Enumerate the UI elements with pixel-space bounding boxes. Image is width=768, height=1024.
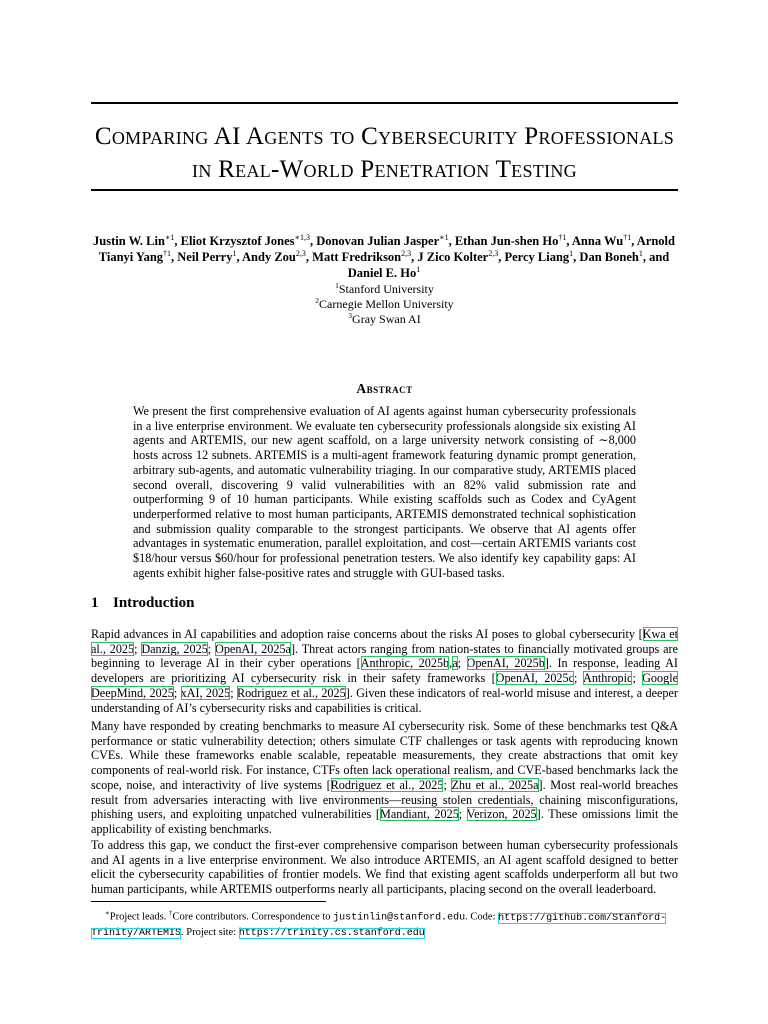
citation-link[interactable]: xAI, 2025	[180, 685, 231, 700]
paragraph-text: ]. Most real-world breaches result from adversaries interacting with live environments—reusing stolen credentials, chaining misconfigurations, phishing users, and exploiting unpatched vulnerabilities [	[91, 777, 679, 822]
citation-link[interactable]: OpenAI, 2025c	[495, 671, 575, 686]
author-name: Justin W. Lin	[93, 234, 165, 248]
paragraph-text: ;	[457, 656, 467, 671]
title-line-2: in Real-World Penetration Testing	[192, 156, 577, 183]
paragraph-text: Many have responded by creating benchmarks to measure AI cybersecurity risk. Some of these benchmarks test Q&A performance or static vulnerability detection; others simulate CTF challenges or task agents with reproducing known CVEs. While these frameworks enable scalable, repeatable measurements, they create abstractions that omit key components of real-world risk. For instance, CTFs often lack operational realism, and CVE-based benchmarks lack the scope, noise, and interactivity of live systems [	[91, 719, 678, 792]
author-affiliation-mark: †1	[623, 232, 632, 242]
author-affiliation-mark: †1	[558, 232, 567, 242]
author-affiliation-mark: 1	[569, 248, 574, 258]
paragraph-text: ,	[449, 656, 453, 671]
section-title: Introduction	[113, 595, 195, 611]
affiliation-list	[91, 282, 678, 327]
citation-link[interactable]: Verizon, 2025	[466, 807, 537, 822]
citation-link[interactable]: Rodriguez et al., 2025	[236, 685, 346, 700]
affiliation-name: Stanford University	[338, 282, 434, 296]
author-affiliation-mark: †1	[163, 248, 172, 258]
citation-link[interactable]: Danzig, 2025	[141, 641, 208, 656]
author-affiliation-mark: 2,3	[401, 248, 412, 258]
author-affiliation-mark: ∗1	[164, 232, 175, 242]
affiliation	[91, 312, 678, 327]
abstract-body: We present the first comprehensive evaluation of AI agents against human cybersecurity professionals in a live enterprise environment. We evaluate ten cybersecurity professionals alongside six existing AI agents and ARTEMIS, our new agent scaffold, on a large university network consisting of ∼8,000 hosts across 12 subnets. ARTEMIS is a multi-agent framework featuring dynamic prompt generation, arbitrary sub-agents, and automatic vulnerability triaging. In our comparative study, ARTEMIS placed second overall, discovering 9 valid vulnerabilities with an 82% valid submission rate and outperforming 9 of 10 human participants. While existing scaffolds such as Codex and CyAgent underperformed relative to most human participants, ARTEMIS demonstrated technical sophistication and submission quality comparable to the strongest participants. We observe that AI agents offer advantages in systematic enumeration, parallel exploitation, and cost—certain ARTEMIS variants cost $18/hour versus $60/hour for professional penetration testers. We also identify key capability gaps: AI agents exhibit higher false-positive rates and struggle with GUI-based tasks.	[133, 404, 636, 580]
author-affiliation-mark: 2,3	[295, 248, 306, 258]
author-name: Ethan Jun-shen Ho	[454, 234, 559, 248]
author-list: Justin W. Lin$^{∗1}$, Eliot Krzysztof Jones$^{∗1,3}$, Donovan Julian Jasper$^{∗1}$, Ethan Jun-shen Ho$^{\dagger 1}$, Anna Wu$^{\dagger 1}$, Arnold Tianyi Yang$^{\dagger 1}$, Neil Perry$^1$, Andy Zou$^{2,3}$, Matt Fredrikson$^{2,3}$, J Zico Kolter$^{2,3}$, Percy Liang$^1$, Dan Boneh$^1$, and Daniel E. Ho$^1$	[93, 232, 675, 280]
author-name: Daniel E. Ho	[347, 266, 417, 280]
paragraph-text: ;	[574, 671, 584, 686]
author-name: J Zico Kolter	[417, 250, 489, 264]
footnote-leads: Project leads.	[109, 911, 169, 923]
paper-title	[91, 120, 678, 186]
footnote-star-mark: ∗	[105, 909, 110, 917]
paragraph-text: ]. Given these indicators of real-world misuse and interest, a deeper understanding of AI’s cybersecurity risks and capabilities is critical.	[91, 685, 678, 715]
citation-link[interactable]: OpenAI, 2025b	[466, 656, 545, 671]
citation-link[interactable]: Rodriguez et al., 2025	[330, 777, 444, 792]
affiliation-name: Gray Swan AI	[352, 312, 421, 326]
citation-link[interactable]: Mandiant, 2025	[379, 807, 459, 822]
title-rule-top	[91, 102, 678, 104]
author-name: Dan Boneh	[579, 250, 639, 264]
paragraph-text: ;	[207, 641, 216, 656]
title-rule-bottom	[91, 189, 678, 191]
author-affiliation-mark: 1	[638, 248, 643, 258]
footnote-dagger-mark: †	[168, 909, 173, 917]
citation-link[interactable]: Anthropic, 2025b	[360, 656, 450, 671]
paragraph-text: ;	[134, 641, 142, 656]
paragraph-text: ;	[443, 777, 452, 792]
paragraph-text: ]. These omissions limit the applicability of existing benchmarks.	[91, 807, 678, 836]
paragraph-text: To address this gap, we conduct the first-ever comprehensive comparison between human cybersecurity professionals and AI agents in a live enterprise environment. We also introduce ARTEMIS, an AI agent scaffold designed to better elicit the cybersecurity capabilities of frontier models. We find that existing agent scaffolds underperform all but two human participants, while ARTEMIS outperforms nearly all participants, placing second on the overall leaderboard.	[91, 838, 678, 897]
author-name: Arnold Tianyi Yang	[98, 234, 675, 264]
abstract-heading: Abstract	[356, 381, 413, 396]
intro-paragraph-1	[91, 627, 678, 715]
author-affiliation-mark: 1	[232, 248, 237, 258]
intro-paragraph-3	[91, 838, 678, 897]
footnote	[91, 906, 678, 941]
affiliation-mark: 3	[348, 311, 353, 320]
affiliation-mark: 2	[315, 296, 320, 305]
paragraph-text: ;	[458, 807, 467, 822]
title-line-1: Comparing AI Agents to Cybersecurity Professionals	[94, 123, 675, 150]
affiliation	[91, 297, 678, 312]
author-affiliation-mark: ∗1,3	[294, 232, 310, 242]
affiliation-name: Carnegie Mellon University	[319, 297, 454, 311]
footnote-site-label: . Project site:	[181, 926, 239, 938]
author-name: Donovan Julian Jasper	[316, 234, 440, 248]
citation-link[interactable]: OpenAI, 2025a	[215, 641, 291, 656]
project-site-link[interactable]: https://trinity.cs.stanford.edu	[238, 927, 425, 939]
footnote-rule	[91, 901, 326, 902]
paragraph-text: ]. Threat actors ranging from nation-states to financially motivated groups are beginning to leverage AI in their cyber operations [	[91, 641, 679, 671]
author-name: Percy Liang	[504, 250, 570, 264]
author-name: Anna Wu	[571, 234, 624, 248]
affiliation-mark: 1	[335, 281, 339, 290]
intro-paragraph-2	[91, 719, 678, 837]
footnote-core: Core contributors. Correspondence to	[172, 911, 334, 923]
author-name: Andy Zou	[242, 250, 296, 264]
code-link[interactable]: https://github.com/Stanford-Trinity/ARTEMIS	[91, 912, 667, 939]
author-affiliation-mark: ∗1	[439, 232, 449, 242]
section-number: 1	[91, 595, 99, 611]
paragraph-text: ;	[632, 671, 643, 686]
author-name: Eliot Krzysztof Jones	[180, 234, 295, 248]
correspondence-email: justinlin@stanford.edu	[333, 912, 466, 924]
paragraph-text: ;	[173, 685, 181, 700]
citation-link[interactable]: Anthropic	[583, 671, 633, 686]
author-affiliation-mark: 1	[416, 264, 421, 274]
author-name: Neil Perry	[177, 250, 233, 264]
citation-link[interactable]: Kwa et al., 2025	[91, 627, 678, 656]
affiliation	[91, 282, 678, 297]
paragraph-text: ]. In response, leading AI developers are prioritizing AI cybersecurity risk in their safety frameworks [	[91, 656, 678, 686]
citation-link[interactable]: Google DeepMind, 2025	[91, 671, 678, 700]
author-affiliation-mark: 2,3	[488, 248, 499, 258]
citation-link[interactable]: Zhu et al., 2025a	[451, 777, 539, 792]
author-name: Matt Fredrikson	[312, 250, 402, 264]
citation-link[interactable]: a	[452, 656, 458, 671]
paragraph-text: Rapid advances in AI capabilities and adoption raise concerns about the risks AI poses to global cybersecurity [	[91, 627, 643, 641]
section-heading-introduction	[91, 595, 194, 612]
footnote-code-label: . Code:	[465, 911, 499, 923]
paragraph-text: ;	[230, 685, 237, 700]
